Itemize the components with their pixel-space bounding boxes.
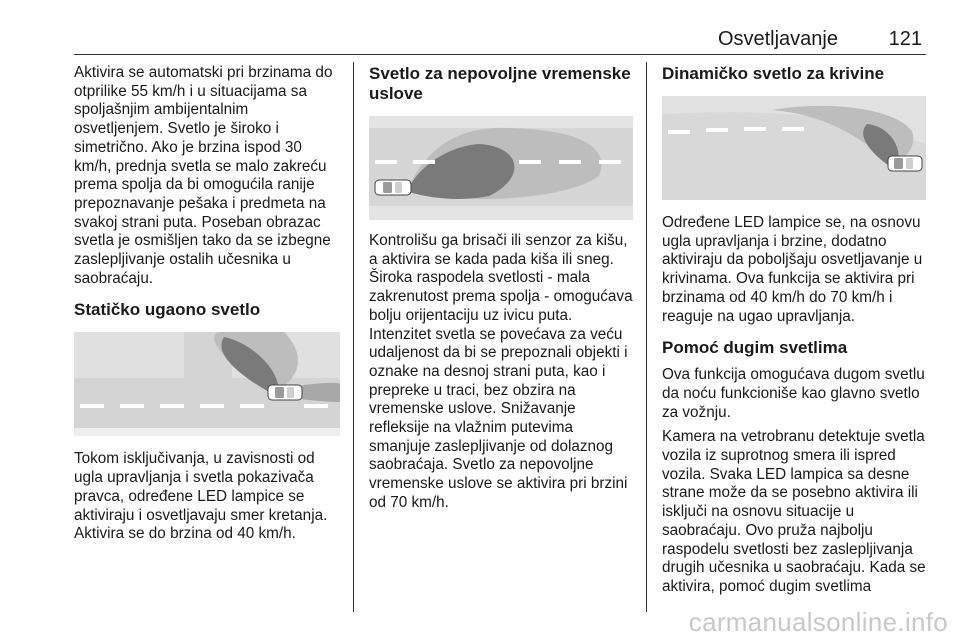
page-header <box>74 28 926 50</box>
paragraph: Kamera na vetrobranu detektuje svetla vozila iz suprotnog smera ili ispred vozila. Svaka LED lampica sa desne strane može da se posebno aktivira ili isključi na osnovu situacije u saobraćaju. Ovo pruža najbolju raspodelu svetlosti bez zaslepljivanja drugih učesnika u saobraćaju. Kada se aktivira, pomoć dugim svetlima <box>662 428 926 595</box>
paragraph: Određene LED lampice se, na osnovu ugla upravljanja i brzine, dodatno aktiviraju da poboljšaju osvetljavanje u krivinama. Ova funkcija se aktivira pri brzinama od 40 km/h do 70 km/h i reaguje na ugao upravljanja. <box>662 214 923 325</box>
paragraph: Tokom isključivanja, u zavisnosti od ugla upravljanja i svetla pokazivača pravca, određene LED lampice se aktiviraju i osvetljavaju smer kretanja. Aktivira se do brzina od 40 km/h. <box>74 450 328 543</box>
page-number: 121 <box>888 28 922 50</box>
paragraph: Aktivira se automatski pri brzinama do otprilike 55 km/h i u situacijama sa spoljašnjim ambijentalnim osvetljenjem. Svetlo je široko i simetrično. Ako je brzina ispod 30 km/h, prednja svetla se malo zakreću prema spolja da bi omogućila ranije prepoznavanje pešaka i predmeta na svakoj strani puta. Poseban obrazac svetla je osmišljen tako da se izbegne zaslepljivanje ostalih učesnika u saobraćaju. <box>74 64 333 287</box>
section-heading: Svetlo za nepovoljne vremenske uslove <box>369 64 631 103</box>
car-icon <box>268 385 302 400</box>
page-title: Osvetljavanje <box>717 28 838 50</box>
header-divider <box>74 54 926 55</box>
paragraph: Ova funkcija omogućava dugom svetlu da noću funkcioniše kao glavno svetlo za vožnju. <box>662 366 925 421</box>
car-icon <box>888 156 922 171</box>
section-heading: Pomoć dugim svetlima <box>662 338 848 358</box>
column-1 <box>74 64 340 550</box>
paragraph: Kontrolišu ga brisači ili senzor za kišu, a aktivira se kada pada kiša ili sneg. Široka raspodela svetlosti - mala zakrenutost prema spolja - omogućava bolju orijentaciju uz ivicu puta. Intenzitet svetla se povećava za veću udaljenost da bi se prepoznali objekti i oznake na desnoj strani puta, kao i prepreke u traci, bez obzira na vremenske uslove. Snižavanje refleksije na vlažnim putevima smanjuje zaslepljivanje od dolaznog saobraćaja. Svetlo za nepovoljne vremenske uslove se aktivira pri brzini od 70 km/h. <box>369 232 633 511</box>
section-heading: Dinamičko svetlo za krivine <box>662 64 885 83</box>
watermark: carmanualsonline.info <box>688 607 948 637</box>
static-cornering-light-illustration <box>74 332 340 436</box>
dynamic-cornering-light-illustration <box>662 96 926 200</box>
column-3 <box>662 64 926 603</box>
column-divider <box>646 62 647 612</box>
column-divider <box>353 62 354 612</box>
bad-weather-light-illustration <box>369 116 633 220</box>
car-icon <box>375 180 411 195</box>
column-2 <box>369 64 633 519</box>
section-heading: Statičko ugaono svetlo <box>74 300 261 320</box>
